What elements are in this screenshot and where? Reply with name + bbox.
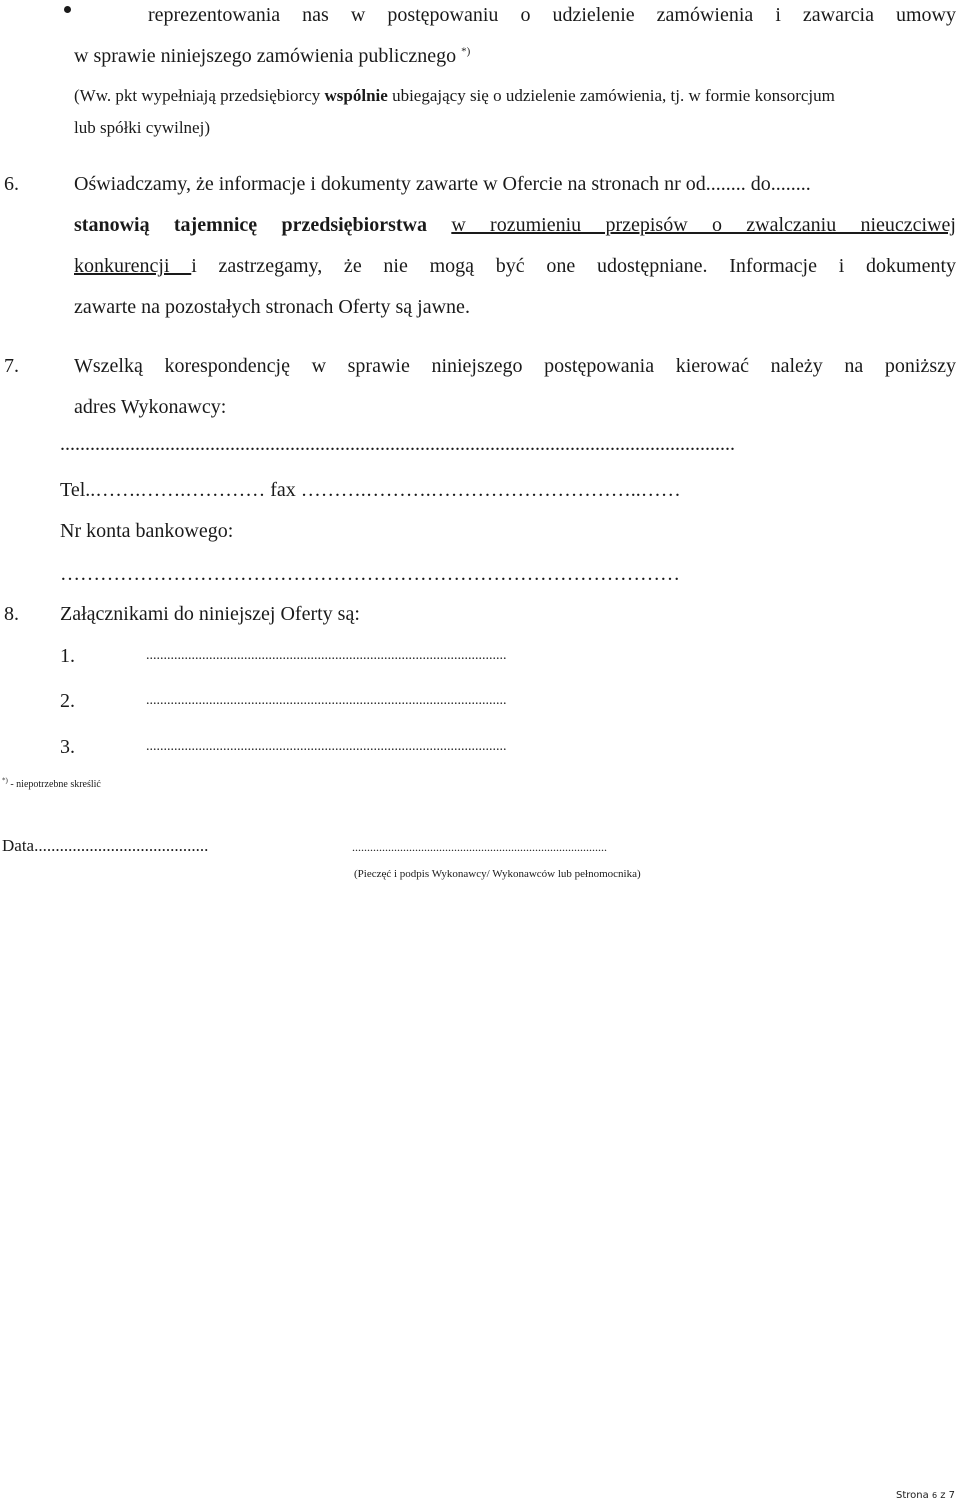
item-8-title: Załącznikami do niniejszej Oferty są:: [60, 603, 360, 625]
item-6-line-1: Oświadczamy, że informacje i dokumenty zawarte w Ofercie na stronach nr od........ do........: [74, 173, 811, 195]
attachment-3-number: 3.: [60, 736, 75, 758]
item-7-line-2: adres Wykonawcy:: [74, 396, 227, 418]
item-7-number: 7.: [4, 355, 19, 377]
consortium-note-line-2: lub spółki cywilnej): [74, 118, 210, 137]
address-dots: .......................................................................................................................................: [60, 433, 735, 455]
item-6-number: 6.: [4, 173, 19, 195]
signature-caption: (Pieczęć i podpis Wykonawcy/ Wykonawców lub pełnomocnika): [354, 868, 641, 880]
page-number: Strona 6 z 7: [896, 1490, 956, 1501]
signature-dots: .....................................................................................: [352, 840, 607, 854]
footnote-marker: *): [461, 45, 471, 58]
item-6-line-2: stanowią tajemnicę przedsiębiorstwa w rozumieniu przepisów o zwalczaniu nieuczciwej: [74, 214, 956, 236]
attachment-2-dots: .......................................................................................................: [146, 693, 507, 708]
bullet-line-1: reprezentowania nas w postępowaniu o udzielenie zamówienia i zawarcia umowy: [148, 4, 956, 26]
consortium-note-line-1: (Ww. pkt wypełniają przedsiębiorcy wspólnie ubiegający się o udzielenie zamówienia, tj. w formie konsorcjum: [74, 86, 835, 105]
bank-account-dots: …………………………………………………………………………………: [60, 563, 680, 585]
tel-fax-line: Tel..…….…….………… fax ……….……….…………………………..……: [60, 479, 681, 501]
bullet-line-2: w sprawie niniejszego zamówienia publicznego *): [74, 45, 471, 67]
bullet-item: [0, 4, 960, 28]
item-6-line-3: konkurencji i zastrzegamy, że nie mogą być one udostępniane. Informacje i dokumenty: [74, 255, 956, 277]
attachment-1-dots: .......................................................................................................: [146, 648, 507, 663]
footnote: *) - niepotrzebne skreślić: [2, 776, 101, 790]
bullet-dot-icon: [64, 6, 71, 13]
item-7-line-1: Wszelką korespondencję w sprawie niniejszego postępowania kierować należy na poniższy: [74, 355, 956, 377]
bank-account-label: Nr konta bankowego:: [60, 520, 234, 542]
attachment-1-number: 1.: [60, 645, 75, 667]
attachment-3-dots: .......................................................................................................: [146, 739, 507, 754]
item-8-number: 8.: [4, 603, 19, 625]
date-field: Data.........................................: [2, 836, 209, 855]
item-6-line-4: zawarte na pozostałych stronach Oferty są jawne.: [74, 296, 470, 318]
attachment-2-number: 2.: [60, 690, 75, 712]
